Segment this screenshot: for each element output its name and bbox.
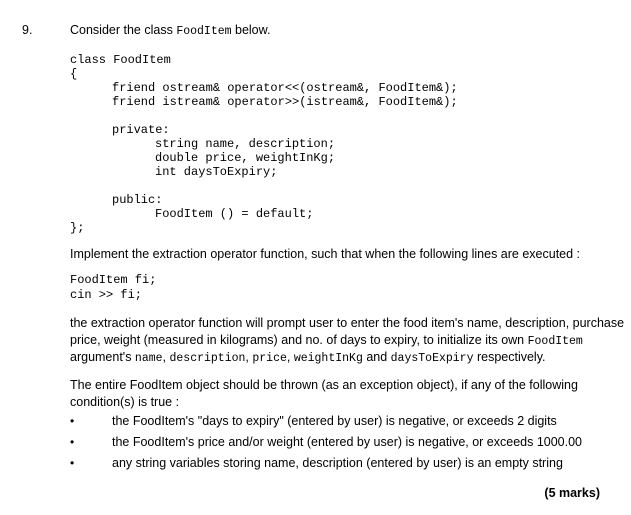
code-line: cin >> fi; [70, 288, 143, 302]
code-line: class FoodItem [70, 53, 171, 67]
question-intro [70, 23, 270, 38]
question-number: 9. [22, 23, 33, 37]
code-line: int daysToExpiry; [155, 165, 278, 179]
code-name: name [134, 352, 163, 365]
code-line: friend ostream& operator<<(ostream&, FoodItem&); [112, 81, 458, 95]
description-line-2 [70, 333, 583, 348]
bullet-icon: • [70, 414, 75, 428]
condition-item: the FoodItem's price and/or weight (entered by user) is negative, or exceeds 1000.00 [112, 435, 583, 449]
description-line-2-text: price, weight (measured in kilograms) and no. of days to expiry, to initialize its own [70, 333, 528, 347]
description-line-3-prefix: argument's [70, 350, 135, 364]
condition-item: the FoodItem's "days to expiry" (entered by user) is negative, or exceeds 2 digits [112, 414, 557, 428]
code-line: double price, weightInKg; [155, 151, 336, 165]
separator: , [286, 350, 294, 364]
code-description: description [169, 352, 246, 365]
code-line: string name, description; [155, 137, 336, 151]
separator: and [362, 350, 391, 364]
description-line-3-suffix: respectively. [473, 350, 546, 364]
bullet-icon: • [70, 435, 75, 449]
throw-line-2: condition(s) is true : [70, 395, 180, 409]
code-line: }; [70, 221, 85, 235]
code-weight: weightInKg [293, 352, 363, 365]
code-line: { [70, 67, 78, 81]
intro-class-name: FoodItem [176, 25, 232, 38]
code-line: friend istream& operator>>(istream&, FoodItem&); [112, 95, 458, 109]
description-line-3 [70, 350, 546, 365]
code-days: daysToExpiry [390, 352, 474, 365]
bullet-icon: • [70, 456, 75, 470]
condition-item: any string variables storing name, description (entered by user) is an empty string [112, 456, 563, 470]
throw-line-1: The entire FoodItem object should be thrown (as an exception object), if any of the following [70, 378, 578, 392]
code-line: FoodItem fi; [70, 273, 157, 287]
intro-prefix: Consider the class [70, 23, 177, 37]
code-line: private: [112, 123, 170, 137]
task-text: Implement the extraction operator function, such that when the following lines are executed : [70, 247, 581, 261]
code-price: price [252, 352, 287, 365]
separator: , [162, 350, 170, 364]
separator: , [245, 350, 253, 364]
code-line: public: [112, 193, 163, 207]
code-line: FoodItem () = default; [155, 207, 314, 221]
marks-label: (5 marks) [544, 486, 600, 500]
description-class-name: FoodItem [527, 335, 583, 348]
description-line-1: the extraction operator function will prompt user to enter the food item's name, description, purchase [70, 316, 625, 330]
intro-suffix: below. [231, 23, 271, 37]
